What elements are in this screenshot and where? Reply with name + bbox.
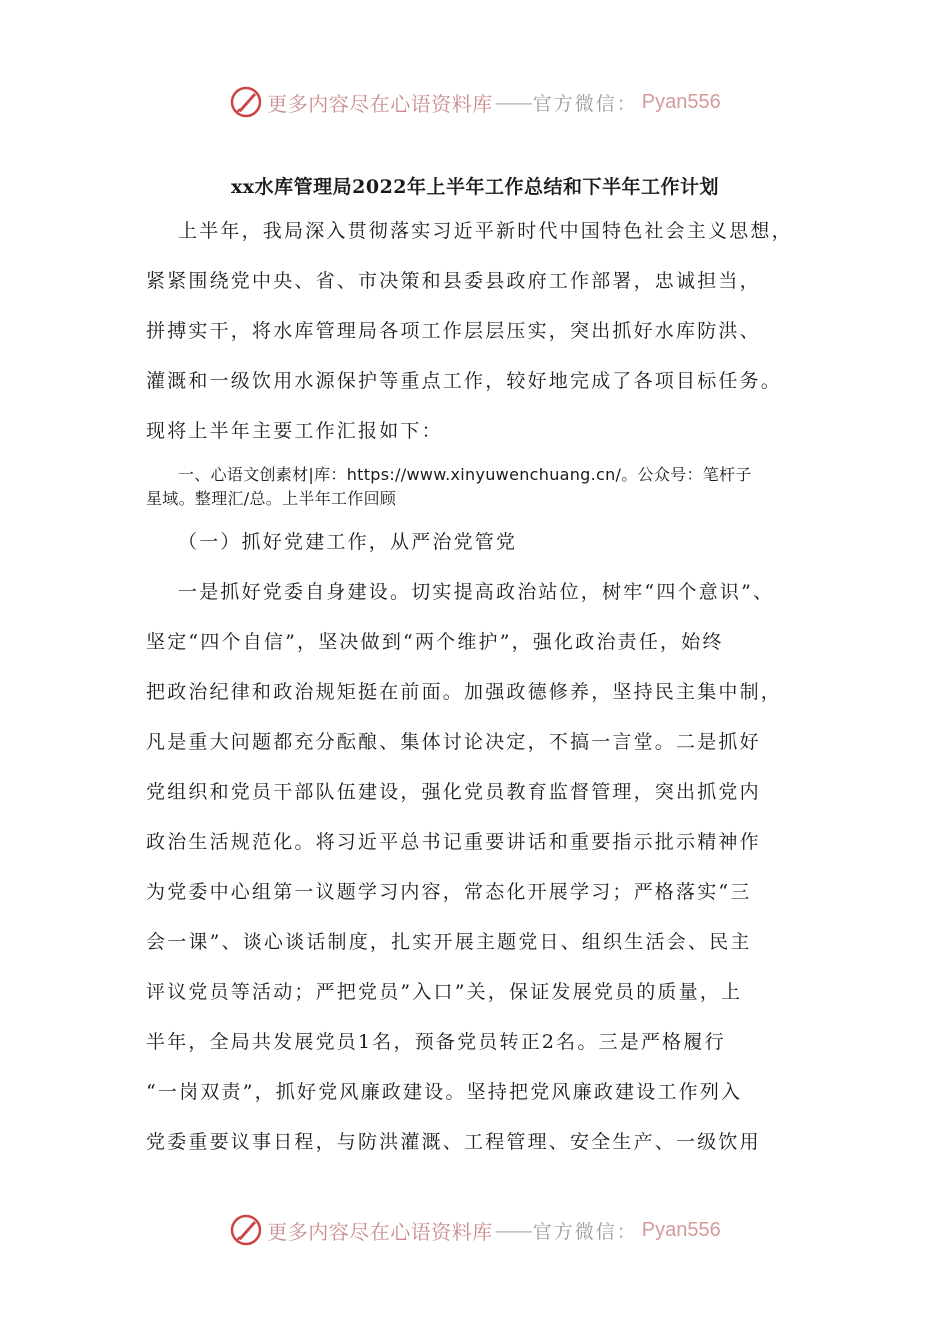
notice-line-1: 一、心语文创素材|库：https://www.xinyuwenchuang.cn/。公众号：笔杆子 — [178, 465, 752, 484]
document-title: xx水库管理局2022年上半年工作总结和下半年工作计划 — [230, 176, 720, 198]
banner-wechat-id: Pyan556 — [641, 1218, 721, 1241]
quill-logo-icon — [229, 85, 263, 119]
banner-site-text: 更多内容尽在心语资料库 — [267, 1219, 493, 1244]
banner-site-text: 更多内容尽在心语资料库 — [267, 91, 493, 116]
body-line-4: 凡是重大问题都充分酝酿、集体讨论决定，不搞一言堂。二是抓好 — [146, 731, 761, 753]
banner-official-text: 官方微信： — [532, 92, 638, 115]
banner-wechat-id: Pyan556 — [641, 90, 721, 113]
section-heading-1: （一）抓好党建工作，从严治党管党 — [178, 531, 518, 553]
notice-line-2: 星域。整理汇/总。上半年工作回顾 — [146, 489, 397, 508]
intro-line-3: 拼搏实干，将水库管理局各项工作层层压实，突出抓好水库防洪、 — [146, 320, 761, 342]
intro-line-1: 上半年，我局深入贯彻落实习近平新时代中国特色社会主义思想， — [178, 220, 793, 242]
body-line-12: 党委重要议事日程，与防洪灌溉、工程管理、安全生产、一级饮用 — [146, 1131, 761, 1153]
body-line-11: “一岗双责”，抓好党风廉政建设。坚持把党风廉政建设工作列入 — [146, 1081, 743, 1103]
body-line-5: 党组织和党员干部队伍建设，强化党员教育监督管理，突出抓党内 — [146, 781, 761, 803]
banner-dash: —— — [494, 1218, 531, 1242]
body-line-8: 会一课”、谈心谈话制度，扎实开展主题党日、组织生活会、民主 — [146, 931, 752, 953]
body-line-3: 把政治纪律和政治规矩挺在前面。加强政德修养，坚持民主集中制， — [146, 681, 783, 703]
quill-logo-icon — [229, 1213, 263, 1247]
banner-official-text: 官方微信： — [532, 1220, 638, 1243]
banner-dash: —— — [494, 90, 531, 114]
body-line-6: 政治生活规范化。将习近平总书记重要讲话和重要指示批示精神作 — [146, 831, 761, 853]
intro-line-5: 现将上半年主要工作汇报如下： — [146, 420, 443, 442]
body-line-7: 为党委中心组第一议题学习内容，常态化开展学习；严格落实“三 — [146, 881, 752, 903]
watermark-banner-top — [0, 82, 950, 122]
body-line-9: 评议党员等活动；严把党员”入口”关，保证发展党员的质量，上 — [146, 981, 743, 1003]
body-line-10: 半年，全局共发展党员1名，预备党员转正2名。三是严格履行 — [146, 1031, 726, 1053]
intro-line-4: 灌溉和一级饮用水源保护等重点工作，较好地完成了各项目标任务。 — [146, 370, 783, 392]
intro-line-2: 紧紧围绕党中央、省、市决策和县委县政府工作部署，忠诚担当， — [146, 270, 761, 292]
watermark-banner-bottom — [0, 1210, 950, 1250]
body-line-1: 一是抓好党委自身建设。切实提高政治站位，树牢“四个意识”、 — [178, 581, 775, 603]
body-line-2: 坚定“四个自信”，坚决做到“两个维护”，强化政治责任，始终 — [146, 631, 724, 653]
